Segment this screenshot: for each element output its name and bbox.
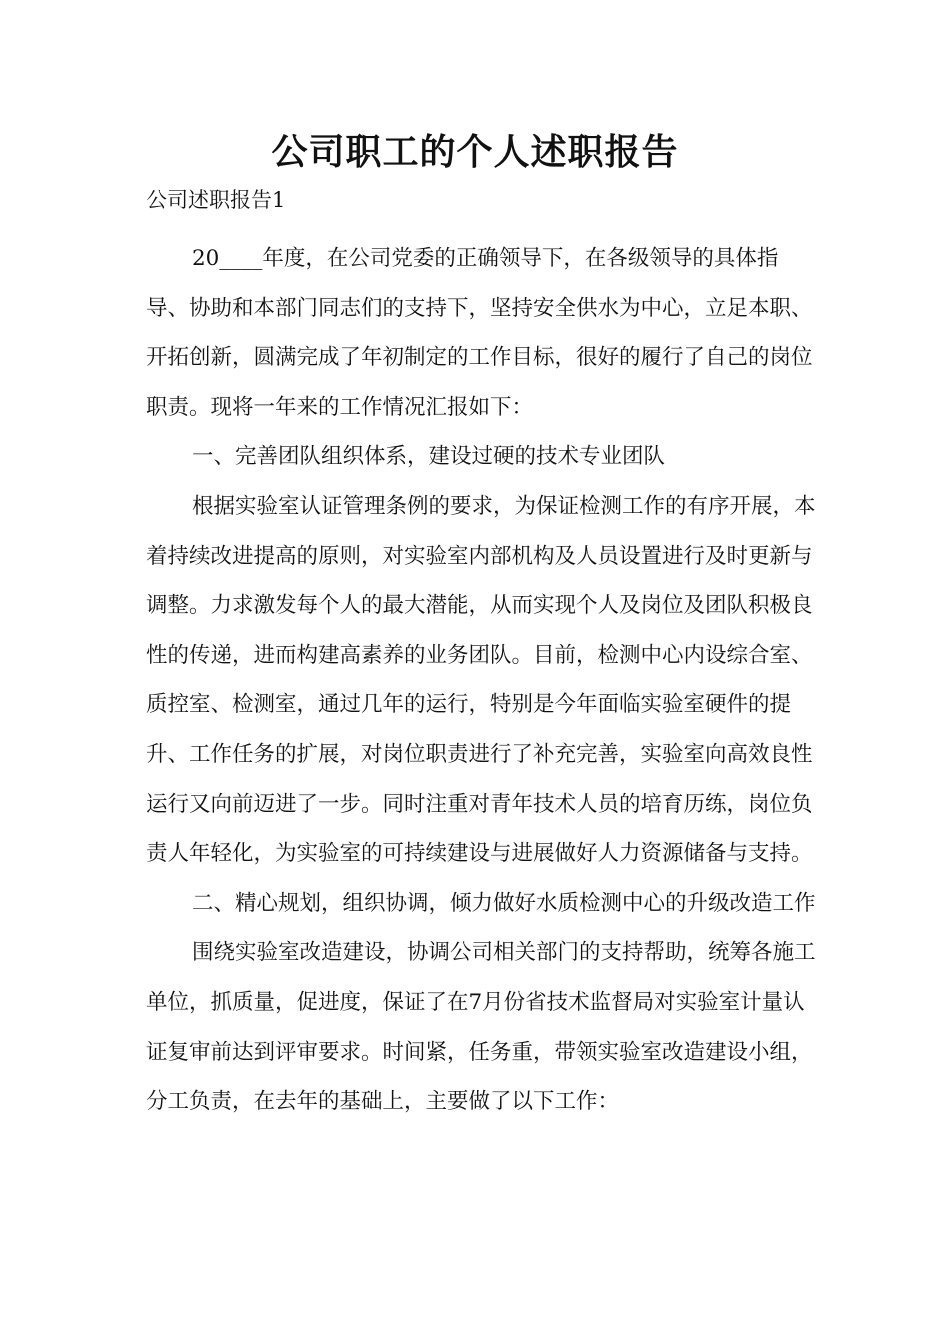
section-paragraph-1: 根据实验室认证管理条例的要求，为保证检测工作的有序开展，本着持续改进提高的原则，对实验室内部机构及人员设置进行及时更新与调整。力求激发每个人的最大潜能，从而实现个人及岗位及团队积极良性的传递，进而构建高素养的业务团队。目前，检测中心内设综合室、质控室、检测室，通过几年的运行，特别是今年面临实验室硬件的提升、工作任务的扩展，对岗位职责进行了补充完善，实验室向高效良性运行又向前迈进了一步。同时注重对青年技术人员的培育历练，岗位负责人年轻化，为实验室的可持续建设与进展做好人力资源储备与支持。 (146, 493, 816, 867)
document-body (146, 234, 818, 1127)
section-heading-1: 一、完善团队组织体系，建设过硬的技术专业团队 (192, 444, 666, 470)
report-subtitle: 公司述职报告1 (146, 188, 286, 212)
section-paragraph-2: 围绕实验室改造建设，协调公司相关部门的支持帮助，统筹各施工单位，抓质量，促进度，保证了在7月份省技术监督局对实验室计量认证复审前达到评审要求。时间紧，任务重，带领实验室改造建设小组，分工负责，在去年的基础上，主要做了以下工作： (146, 940, 816, 1115)
intro-paragraph: 20____年度，在公司党委的正确领导下，在各级领导的具体指导、协助和本部门同志们的支持下，坚持安全供水为中心，立足本职、开拓创新，圆满完成了年初制定的工作目标，很好的履行了自己的岗位职责。现将一年来的工作情况汇报如下： (146, 246, 813, 420)
section-heading-2: 二、精心规划，组织协调，倾力做好水质检测中心的升级改造工作 (192, 890, 816, 916)
document-title: 公司职工的个人述职报告 (271, 132, 679, 173)
